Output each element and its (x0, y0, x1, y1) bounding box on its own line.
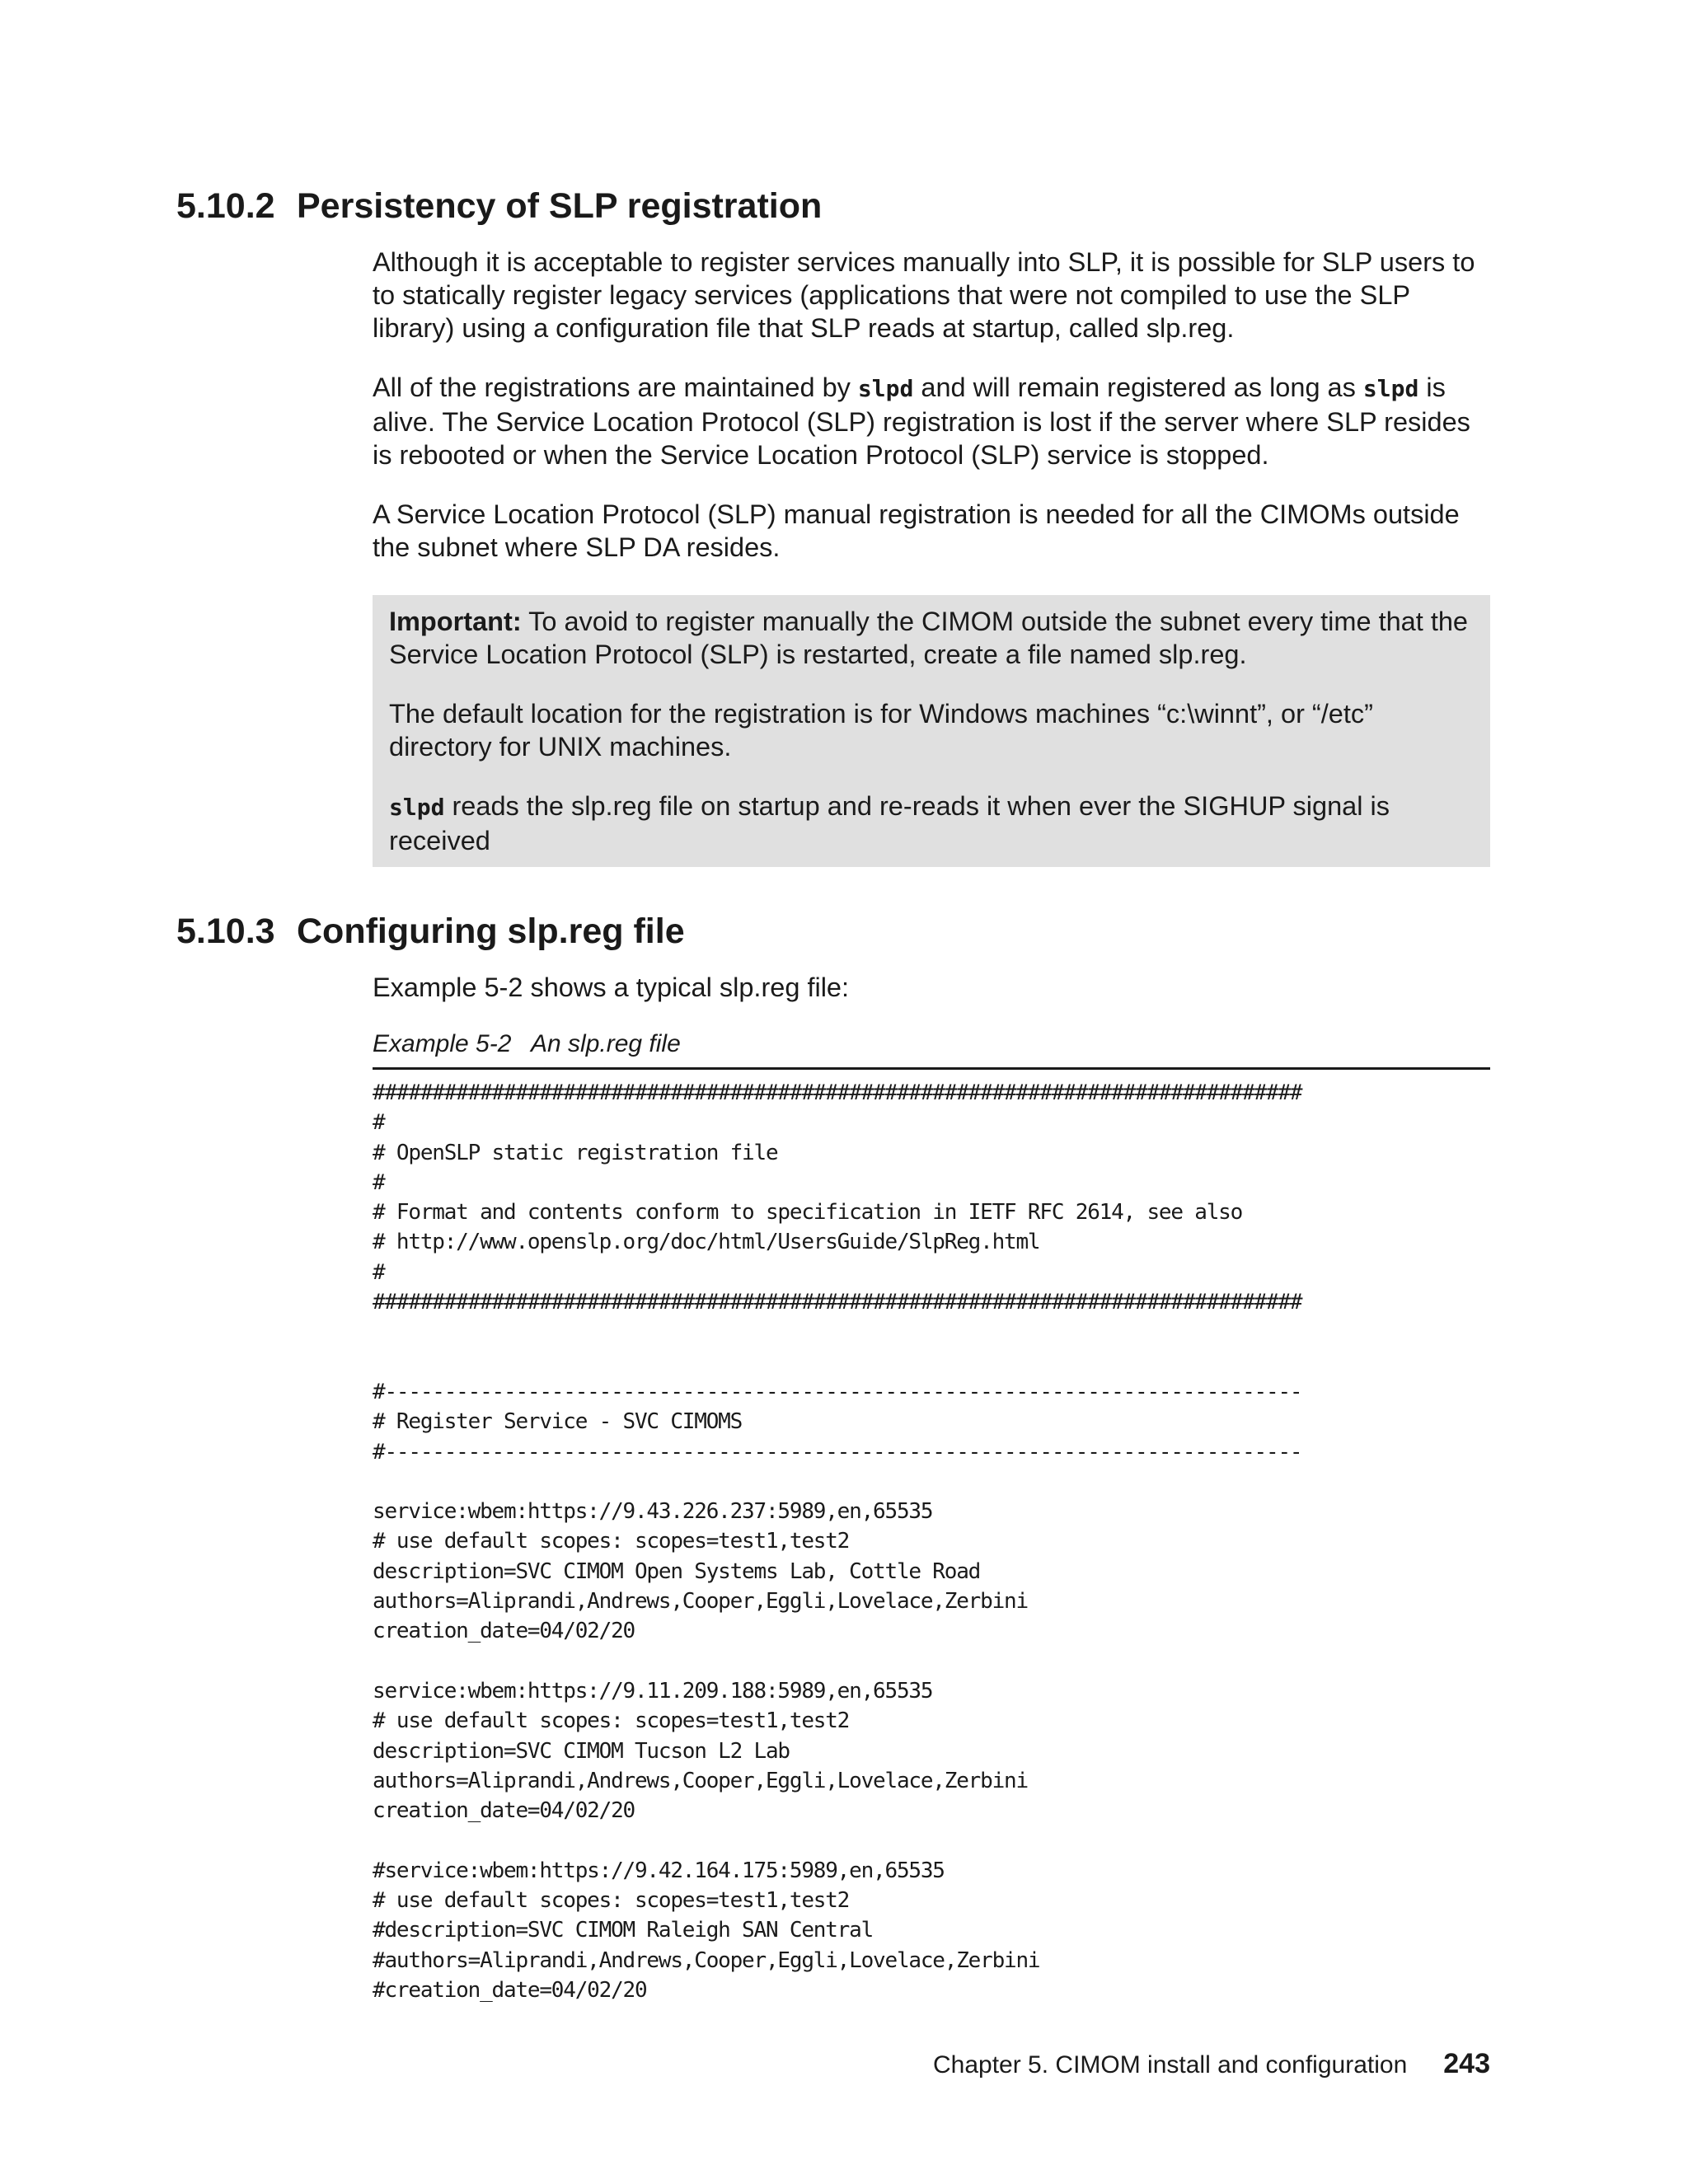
code-line: #----------------------------------------------------------------------------- (373, 1439, 1302, 1465)
section-heading-5-10-2 (176, 185, 822, 227)
inline-code-slpd: slpd (1362, 375, 1419, 402)
code-line: service:wbem:https://9.43.226.237:5989,en,65535 (373, 1499, 933, 1525)
section-number: 5.10.3 (176, 912, 275, 951)
code-line: ############################################################################## (373, 1080, 1302, 1105)
code-line: service:wbem:https://9.11.209.188:5989,en,65535 (373, 1678, 933, 1704)
paragraph-text: and will remain registered as long as (913, 373, 1363, 402)
code-listing (373, 1078, 1490, 2005)
code-line: description=SVC CIMOM Tucson L2 Lab (373, 1738, 790, 1764)
code-line (373, 1317, 1490, 1347)
footer-chapter-title: Chapter 5. CIMOM install and configuration (932, 2051, 1408, 2079)
section-title: Persistency of SLP registration (297, 186, 823, 226)
important-slpd-sighup (389, 790, 1474, 857)
code-line: authors=Aliprandi,Andrews,Cooper,Eggli,Lovelace,Zerbini (373, 1768, 1028, 1793)
code-line: # use default scopes: scopes=test1,test2 (373, 1529, 850, 1554)
code-line: # Format and contents conform to specification in IETF RFC 2614, see also (373, 1200, 1243, 1226)
code-line: creation_date=04/02/20 (373, 1798, 635, 1824)
important-paragraph (389, 605, 1474, 671)
section-number: 5.10.2 (176, 186, 275, 226)
section-body-5-10-2 (373, 246, 1490, 590)
example-divider (373, 1067, 1490, 1070)
important-label: Important: (389, 607, 522, 636)
code-line: # http://www.openslp.org/doc/html/UsersGuide/SlpReg.html (373, 1230, 1040, 1255)
code-line: # OpenSLP static registration file (373, 1140, 778, 1165)
code-line: # use default scopes: scopes=test1,test2 (373, 1888, 850, 1914)
code-line: # Register Service - SVC CIMOMS (373, 1409, 743, 1435)
section-body-5-10-3 (373, 971, 1490, 1030)
code-line (373, 1647, 1490, 1676)
section-heading-5-10-3 (176, 910, 685, 953)
code-line: # (373, 1169, 385, 1195)
code-line: #authors=Aliprandi,Andrews,Cooper,Eggli,Lovelace,Zerbini (373, 1947, 1040, 1973)
code-line: #creation_date=04/02/20 (373, 1977, 647, 2003)
inline-code-slpd: slpd (857, 375, 914, 402)
paragraph-slpd-registrations (373, 371, 1490, 471)
code-line: #description=SVC CIMOM Raleigh SAN Central (373, 1918, 874, 1943)
important-default-location: The default location for the registration is for Windows machines “c:\winnt”, or “/etc” directory for UNIX machines. (389, 699, 1373, 762)
paragraph-text: is alive. The Service Location Protocol (SLP) registration is lost if the server where SLP resides is rebooted or when the Service Location Protocol (SLP) service is stopped. (373, 373, 1470, 470)
paragraph-slp-static-registration: Although it is acceptable to register services manually into SLP, it is possible for SLP users to to statically register legacy services (applications that were not compiled to use the SLP library) using a configuration file that SLP reads at startup, called slp.reg. (373, 247, 1475, 343)
code-line (373, 1467, 1490, 1497)
paragraph-text: All of the registrations are maintained by (373, 373, 858, 402)
code-line: #service:wbem:https://9.42.164.175:5989,en,65535 (373, 1858, 945, 1883)
code-line: # (373, 1110, 385, 1136)
example-caption (373, 1029, 681, 1060)
important-text: To avoid to register manually the CIMOM outside the subnet every time that the Service Location Protocol (SLP) is restarted, create a file named slp.reg. (389, 607, 1468, 669)
code-line: creation_date=04/02/20 (373, 1619, 635, 1644)
code-line: description=SVC CIMOM Open Systems Lab, Cottle Road (373, 1558, 981, 1584)
code-line (373, 1347, 1490, 1377)
example-title: An slp.reg file (531, 1030, 681, 1057)
important-note-box (373, 595, 1490, 867)
code-line (373, 1825, 1490, 1855)
inline-code-slpd: slpd (389, 794, 445, 821)
code-line: # (373, 1259, 385, 1285)
section-title: Configuring slp.reg file (297, 912, 685, 951)
code-line: ############################################################################## (373, 1290, 1302, 1315)
important-text: reads the slp.reg file on startup and re-reads it when ever the SIGHUP signal is received (389, 791, 1390, 855)
code-line: #----------------------------------------------------------------------------- (373, 1379, 1302, 1404)
page-number: 243 (1443, 2048, 1490, 2079)
code-line: authors=Aliprandi,Andrews,Cooper,Eggli,Lovelace,Zerbini (373, 1589, 1028, 1615)
paragraph-manual-registration: A Service Location Protocol (SLP) manual registration is needed for all the CIMOMs outside the subnet where SLP DA resides. (373, 499, 1460, 562)
paragraph-example-intro: Example 5-2 shows a typical slp.reg file: (373, 972, 850, 1002)
page-footer (933, 2047, 1490, 2082)
code-line: # use default scopes: scopes=test1,test2 (373, 1708, 850, 1734)
example-number: Example 5-2 (373, 1030, 512, 1057)
